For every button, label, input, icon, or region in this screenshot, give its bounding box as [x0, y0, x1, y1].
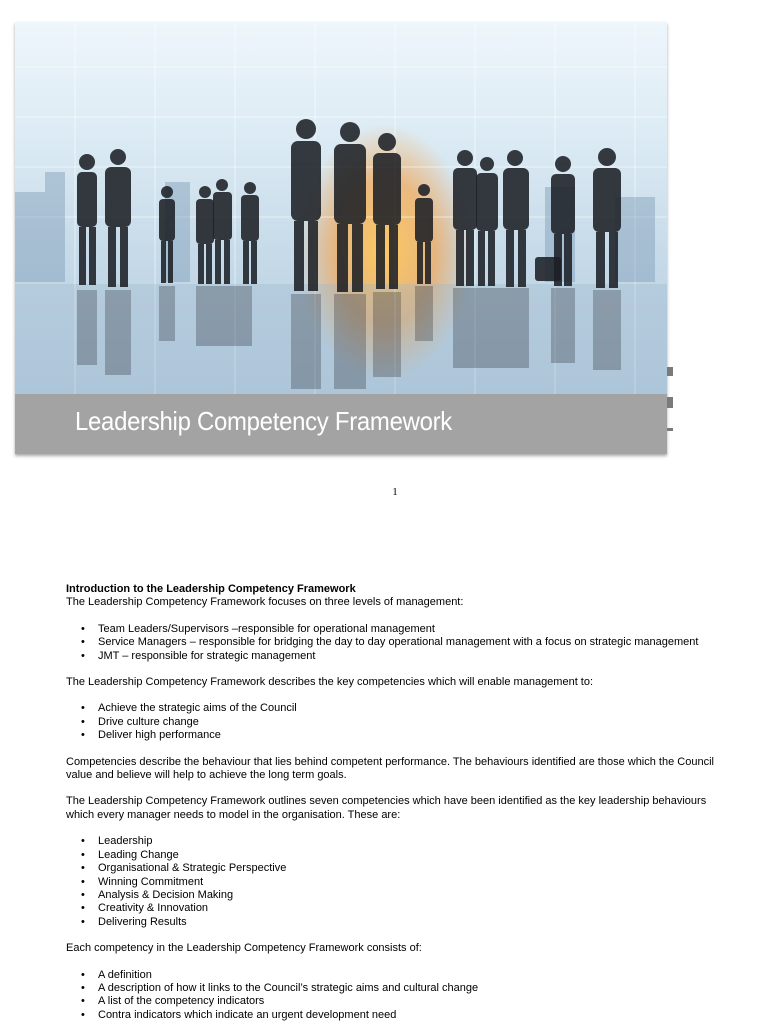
list-item-text: Analysis & Decision Making: [98, 888, 234, 901]
list-item-text: A description of how it links to the Council’s strategic aims and cultural change: [98, 981, 479, 994]
list-item-text: Deliver high performance: [98, 729, 221, 742]
list-item-text: Organisational & Strategic Perspective: [98, 862, 287, 875]
paragraph-enable-intro: The Leadership Competency Framework describes the key competencies which will enable management to:: [66, 676, 594, 689]
paragraph-competencies-line2: value and believe will help to achieve the long term goals.: [66, 769, 347, 782]
list-item-text: Service Managers – responsible for bridging the day to day operational management with a focus on strategic management: [98, 636, 699, 649]
edge-mark: [667, 367, 673, 376]
document-body: [66, 583, 726, 1022]
list-item-text: Team Leaders/Supervisors –responsible for operational management: [98, 622, 435, 635]
list-item: [81, 902, 726, 915]
cover-illustration: [15, 22, 667, 394]
paragraph-consists-intro: Each competency in the Leadership Competency Framework consists of:: [66, 942, 422, 955]
list-item: [81, 915, 726, 929]
enable-list: [66, 702, 726, 742]
bullet: •: [81, 981, 85, 994]
bullet: •: [81, 848, 85, 861]
paragraph-seven-line2: which every manager needs to model in the organisation. These are:: [66, 808, 401, 821]
list-item: [81, 715, 726, 729]
bullet: •: [81, 888, 85, 901]
bullet: •: [81, 902, 85, 915]
bullet: •: [81, 729, 85, 742]
list-item-text: A definition: [98, 968, 152, 981]
edge-mark: [667, 397, 673, 408]
list-item: [81, 729, 726, 742]
paragraph-seven-line1: The Leadership Competency Framework outlines seven competencies which have been identified as the key leadership behaviours: [66, 795, 707, 808]
cover-title: Leadership Competency Framework: [75, 406, 452, 436]
list-item-text: Achieve the strategic aims of the Council: [98, 702, 297, 715]
bullet: •: [81, 649, 85, 662]
list-item-text: Leadership: [98, 835, 153, 848]
bullet: •: [81, 1008, 85, 1021]
levels-list: [66, 623, 726, 663]
bullet: •: [81, 995, 85, 1008]
list-item-text: Delivering Results: [98, 915, 187, 928]
bullet: •: [81, 862, 85, 875]
page-number: 1: [392, 486, 398, 498]
list-item: [81, 888, 726, 902]
list-item-text: JMT – responsible for strategic management: [98, 649, 316, 662]
competencies-list: [66, 835, 726, 929]
people-silhouettes: [77, 119, 621, 292]
list-item: [81, 848, 726, 862]
bullet: •: [81, 715, 85, 728]
bullet: •: [81, 702, 85, 715]
list-item-text: Drive culture change: [98, 715, 199, 728]
list-item: [81, 622, 726, 636]
list-item: [81, 636, 726, 649]
paragraph-levels-intro: The Leadership Competency Framework focuses on three levels of management:: [66, 596, 464, 609]
list-item-text: Leading Change: [98, 848, 179, 861]
paragraph-competencies-line1: Competencies describe the behaviour that lies behind competent performance. The behaviours identified are those which the Council: [66, 755, 714, 768]
cover-banner: [15, 22, 667, 454]
bullet: •: [81, 875, 85, 888]
list-item-text: Winning Commitment: [98, 875, 204, 888]
list-item-text: Contra indicators which indicate an urgent development need: [98, 1008, 397, 1021]
list-item: [81, 649, 726, 663]
list-item: [81, 862, 726, 875]
list-item-text: Creativity & Innovation: [98, 902, 209, 915]
people-silhouettes-image: [15, 22, 667, 394]
list-item: [81, 702, 726, 715]
cover-title-bar: [15, 394, 667, 454]
list-item: [81, 968, 726, 982]
list-item: [81, 981, 726, 995]
bullet: •: [81, 968, 85, 981]
bullet: •: [81, 835, 85, 848]
bullet: •: [81, 915, 85, 928]
edge-mark: [667, 428, 673, 431]
list-item: [81, 835, 726, 848]
bullet: •: [81, 636, 85, 649]
list-item: [81, 875, 726, 889]
bullet: •: [81, 622, 85, 635]
components-list: [66, 969, 726, 1023]
section-heading: Introduction to the Leadership Competency Framework: [66, 583, 356, 595]
list-item-text: A list of the competency indicators: [98, 995, 265, 1008]
list-item: [81, 995, 726, 1008]
list-item: [81, 1008, 726, 1022]
